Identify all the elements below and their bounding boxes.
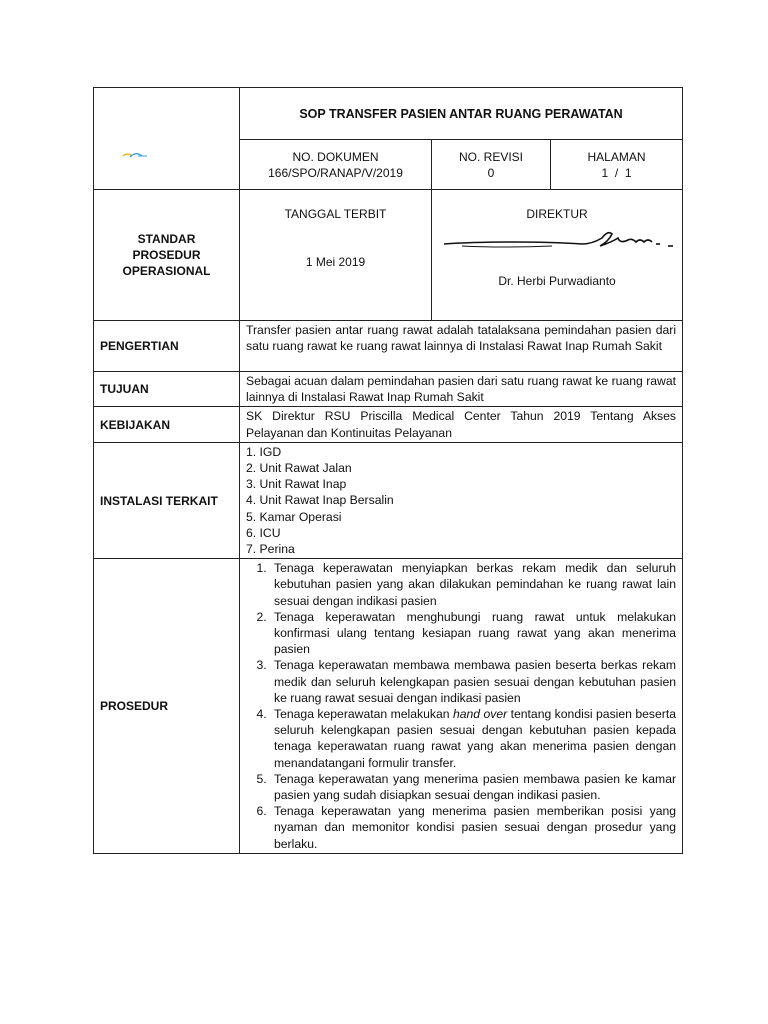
prosedur-item: 6. Tenaga keperawatan yang menerima pasien memberikan posisi yang nyaman dan memonitor kondisi pasien sesuai dengan prosedur yang berlaku. (270, 803, 676, 852)
tujuan-text: Sebagai acuan dalam pemindahan pasien dari satu ruang rawat ke ruang rawat lainnya di Instalasi Rawat Inap Rumah Sakit (240, 372, 683, 407)
director-cell (432, 190, 683, 321)
prosedur-text-part: tentang kondisi pasien beserta seluruh kelengkapan pasien sesuai dengan kebutuhan pasien kepada tenaga keperawatan ruang rawat yang akan menerima pasien dengan menandatangani formulir transfer. (274, 707, 677, 770)
prosedur-cell (240, 559, 683, 854)
sop-label-line-1: STANDAR (137, 232, 196, 246)
instalasi-item: 3. Unit Rawat Inap (246, 477, 347, 492)
revision-label: NO. REVISI (458, 149, 523, 164)
prosedur-item: 2. Tenaga keperawatan menghubungi ruang rawat untuk melakukan konfirmasi ulang tentang kesiapan ruang rawat yang akan menerima pasien (270, 609, 676, 658)
instalasi-item: 2. Unit Rawat Jalan (246, 461, 352, 476)
issue-date-label: TANGGAL TERBIT (284, 207, 387, 221)
issue-date-cell (240, 190, 432, 321)
instalasi-item: 5. Kamar Operasi (246, 509, 342, 524)
prosedur-list (246, 560, 676, 852)
document-title: SOP TRANSFER PASIEN ANTAR RUANG PERAWATAN (240, 88, 683, 140)
instalasi-item: 1. IGD (246, 444, 282, 459)
director-name: Dr. Herbi Purwadianto (498, 274, 616, 288)
revision-value: 0 (487, 165, 495, 180)
kebijakan-text: SK Direktur RSU Priscilla Medical Center Tahun 2019 Tentang Akses Pelayanan dan Kontinuitas Pelayanan (240, 407, 683, 442)
revision-cell (432, 140, 551, 190)
pengertian-text: Transfer pasien antar ruang rawat adalah tatalaksana pemindahan pasien dari satu ruang rawat ke ruang rawat lainnya di Instalasi Rawat Inap Rumah Sakit (240, 321, 683, 372)
page-label: HALAMAN (587, 149, 646, 164)
prosedur-item: 5. Tenaga keperawatan yang menerima pasien membawa pasien ke kamar pasien yang sudah disiapkan sesuai dengan indikasi pasien. (270, 771, 676, 803)
instalasi-item: 6. ICU (246, 525, 281, 540)
issue-date-value: 1 Mei 2019 (305, 255, 366, 269)
director-signature (442, 224, 674, 258)
sop-document (93, 87, 682, 851)
director-label: DIREKTUR (526, 207, 588, 221)
doc-number-value: 166/SPO/RANAP/V/2019 (268, 165, 403, 180)
sop-table (93, 87, 683, 854)
prosedur-item (270, 706, 676, 771)
prosedur-label: PROSEDUR (94, 559, 240, 854)
sop-label-line-2: PROSEDUR (132, 248, 201, 262)
doc-number-cell (240, 140, 432, 190)
instalasi-item: 4. Unit Rawat Inap Bersalin (246, 493, 394, 508)
sop-label-line-3: OPERASIONAL (122, 264, 211, 278)
kebijakan-label: KEBIJAKAN (94, 407, 240, 442)
logo-cell (94, 88, 240, 190)
prosedur-italic-term: hand over (452, 707, 508, 722)
prosedur-text-part: Tenaga keperawatan melakukan (274, 707, 453, 722)
hospital-logo (122, 150, 148, 160)
instalasi-item: 7. Perina (246, 542, 295, 557)
instalasi-label: INSTALASI TERKAIT (94, 442, 240, 558)
tujuan-label: TUJUAN (94, 372, 240, 407)
page-value: 1 / 1 (601, 165, 632, 180)
instalasi-cell (240, 442, 683, 558)
prosedur-item: 1. Tenaga keperawatan menyiapkan berkas rekam medik dan seluruh kebutuhan pasien yang akan dilakukan pemindahan ke ruang rawat lain sesuai dengan indikasi pasien (270, 560, 676, 609)
pengertian-label: PENGERTIAN (94, 321, 240, 372)
doc-number-label: NO. DOKUMEN (292, 149, 379, 164)
page-cell (551, 140, 683, 190)
instalasi-list (246, 444, 676, 557)
sop-label-cell (94, 190, 240, 321)
prosedur-item: 3. Tenaga keperawatan membawa membawa pasien beserta berkas rekam medik dan seluruh kelengkapan pasien sesuai dengan kebutuhan pasien ke ruang rawat sesuai dengan indikasi pasien (270, 657, 676, 706)
